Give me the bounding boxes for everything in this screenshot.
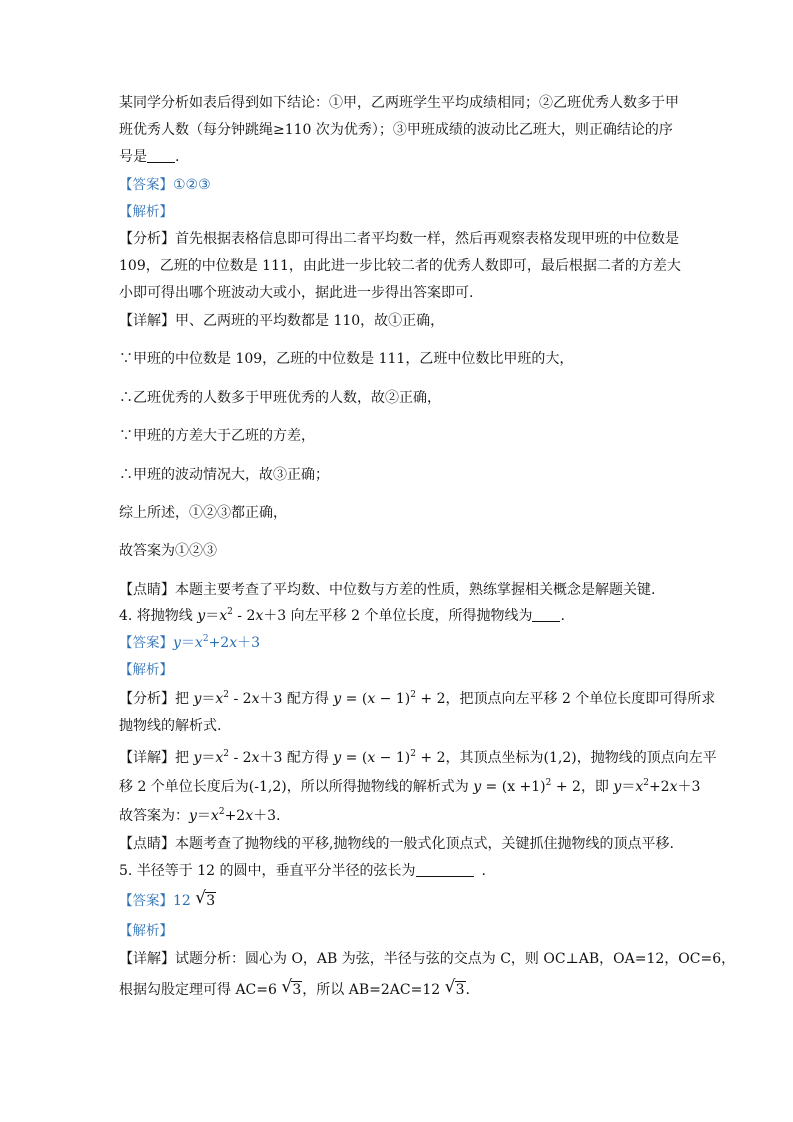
eq: ＝ — [180, 635, 195, 651]
text: 故答案为： — [119, 808, 189, 824]
question-4 — [119, 606, 565, 626]
text-line — [119, 541, 217, 561]
text: 甲、乙两班的平均数都是 110，故①正确， — [175, 313, 445, 329]
text-line — [119, 777, 700, 797]
text: ＋3 — [259, 750, 283, 766]
var-y: y — [189, 808, 197, 824]
var-x: x — [215, 691, 224, 707]
text: 抛物线的解析式. — [119, 718, 222, 734]
exp: 2 — [223, 749, 230, 759]
text: ＋3 — [263, 608, 287, 624]
radical-sign: √ — [444, 977, 456, 997]
answer-line — [119, 888, 216, 911]
text: ∴乙班优秀的人数多于甲班优秀的人数，故②正确， — [119, 390, 441, 406]
text: 号是 — [119, 149, 147, 165]
text: 移 2 个单位长度后为(-1,2)，所以所得抛物线的解析式为 — [119, 779, 474, 795]
exp: 2 — [223, 690, 230, 700]
text: 4. 将抛物线 — [119, 608, 198, 624]
answer-tag: 【答案】 — [119, 893, 173, 909]
text: 109，乙班的中位数是 111，由此进一步比较二者的优秀人数即可，最后根据二者的方差大 — [119, 258, 681, 274]
text: - 2 — [229, 750, 252, 766]
text: ＋3 — [237, 635, 261, 651]
var-x: x — [219, 608, 228, 624]
text: ∵甲班的中位数是 109，乙班的中位数是 111，乙班中位数比甲班的大， — [119, 351, 574, 367]
text: + 2 — [551, 779, 581, 795]
answer-blank — [147, 148, 175, 163]
text: 向左平移 2 个单位长度，所得抛物线为 — [286, 608, 533, 624]
text: 本题考查了抛物线的平移,抛物线的一般式化顶点式，关键抓住抛物线的顶点平移. — [175, 836, 674, 852]
radical-sign: √ — [281, 977, 293, 997]
text: - 2 — [229, 691, 252, 707]
exp: 2 — [643, 778, 649, 788]
eq: ＝ — [621, 779, 636, 795]
text: + 2 — [415, 750, 446, 766]
var-x: x — [669, 779, 678, 795]
answer-value: ①②③ — [173, 177, 211, 193]
radicand: 3 — [292, 982, 302, 998]
eq: ＝ — [201, 691, 216, 707]
text-line — [119, 283, 473, 303]
text: − 1) — [375, 691, 411, 707]
text-line — [119, 806, 280, 826]
exp: 2 — [545, 778, 552, 788]
exp: 2 — [202, 634, 209, 644]
var-y: y — [173, 635, 181, 651]
exp: 2 — [410, 690, 416, 700]
xiangjie-tag: 【详解】 — [119, 313, 175, 329]
dianjing-tag: 【点睛】 — [119, 582, 175, 598]
text: ＋3 — [253, 808, 277, 824]
sqrt-3 — [195, 888, 216, 911]
text: 班优秀人数（每分钟跳绳≥110 次为优秀）；③甲班成绩的波动比乙班大，则正确结论的序 — [119, 122, 673, 138]
text: +2 — [224, 808, 246, 824]
text-line — [119, 120, 673, 140]
text-line — [119, 426, 315, 446]
analysis-line — [119, 202, 173, 222]
xiangjie-tag: 【详解】 — [119, 951, 175, 967]
text-line — [119, 834, 674, 854]
text: ∴甲班的波动情况大，故③正确； — [119, 467, 329, 483]
text: 试题分析：圆心为 O，AB 为弦，半径与弦的交点为 C，则 OC⊥AB，OA=12，OC=6， — [175, 951, 736, 967]
var-x: x — [367, 750, 376, 766]
radical-sign: √ — [195, 888, 207, 908]
analysis-tag: 【解析】 — [119, 204, 173, 220]
text: . — [560, 608, 565, 624]
dianjing-tag: 【点睛】 — [119, 836, 175, 852]
answer-blank — [416, 862, 474, 877]
eq: ＝ — [196, 808, 211, 824]
var-x: x — [251, 691, 260, 707]
var-y: y — [473, 779, 482, 795]
question-5 — [119, 861, 486, 881]
text-line — [119, 256, 681, 276]
exp: 2 — [410, 749, 416, 759]
answer-tag: 【答案】 — [119, 177, 173, 193]
answer-line — [119, 175, 211, 195]
var-x: x — [251, 750, 260, 766]
text: 把 — [175, 750, 194, 766]
var-y: y — [193, 691, 202, 707]
text: = (x +1) — [481, 779, 546, 795]
text-line — [119, 349, 573, 369]
text: 某同学分析如表后得到如下结论：①甲，乙两班学生平均成绩相同；②乙班优秀人数多于甲 — [119, 95, 679, 111]
text: . — [481, 863, 486, 879]
text: +2 — [208, 635, 230, 651]
text: . — [276, 808, 281, 824]
var-x: x — [229, 635, 238, 651]
var-x: x — [255, 608, 264, 624]
var-y: y — [333, 691, 342, 707]
text: ，其顶点坐标为(1,2)，抛物线的顶点向左平 — [445, 750, 717, 766]
var-x: x — [245, 808, 254, 824]
text: ，把顶点向左平移 2 个单位长度即可得所求 — [445, 691, 716, 707]
text: 小即可得出哪个班波动大或小，据此进一步得出答案即可. — [119, 285, 474, 301]
text: 把 — [175, 691, 194, 707]
var-x: x — [194, 635, 203, 651]
text: 本题主要考查了平均数、中位数与方差的性质，熟练掌握相关概念是解题关键. — [175, 582, 656, 598]
text-line — [119, 580, 655, 600]
var-y: y — [333, 750, 342, 766]
analysis-tag: 【解析】 — [119, 923, 173, 939]
var-x: x — [367, 691, 376, 707]
text-line — [119, 311, 444, 331]
answer-value: 12 — [173, 893, 191, 909]
text-line — [119, 977, 470, 1000]
text-line — [119, 689, 715, 709]
text-line — [119, 465, 329, 485]
text: . — [175, 149, 180, 165]
text-line — [119, 229, 679, 249]
analysis-line — [119, 660, 173, 680]
fenxi-tag: 【分析】 — [119, 691, 175, 707]
text: - 2 — [232, 608, 256, 624]
text: ，所以 AB=2AC=12 — [302, 982, 441, 998]
answer-tag: 【答案】 — [119, 635, 173, 651]
text: 综上所述，①②③都正确， — [119, 505, 287, 521]
text: + 2 — [415, 691, 446, 707]
text: ，即 — [580, 779, 614, 795]
text: = ( — [341, 691, 368, 707]
var-x: x — [210, 808, 219, 824]
fenxi-tag: 【分析】 — [119, 231, 175, 247]
text-line — [119, 147, 179, 167]
sqrt-3 — [281, 977, 302, 1000]
var-x: x — [635, 779, 644, 795]
exp: 2 — [218, 807, 225, 817]
text: 5. 半径等于 12 的圆中，垂直平分半径的弦长为 — [119, 863, 416, 879]
analysis-line — [119, 921, 173, 941]
eq: ＝ — [205, 608, 220, 624]
text: 根据勾股定理可得 AC=6 — [119, 982, 277, 998]
text-line — [119, 716, 221, 736]
analysis-tag: 【解析】 — [119, 662, 173, 678]
text-line — [119, 748, 717, 768]
eq: ＝ — [201, 750, 216, 766]
text-line — [119, 949, 735, 969]
text-line — [119, 93, 679, 113]
answer-blank — [532, 607, 560, 622]
sqrt-3 — [444, 977, 466, 1000]
exp: 2 — [227, 607, 233, 617]
var-y: y — [613, 779, 622, 795]
text: − 1) — [375, 750, 411, 766]
text-line — [119, 503, 287, 523]
radicand: 3 — [206, 893, 216, 909]
text: = ( — [341, 750, 368, 766]
text: ∵甲班的方差大于乙班的方差， — [119, 428, 315, 444]
var-x: x — [215, 750, 224, 766]
text: ＋3 — [677, 779, 701, 795]
text: +2 — [648, 779, 670, 795]
text-line — [119, 388, 441, 408]
text: 故答案为①②③ — [119, 543, 217, 559]
text: . — [465, 982, 470, 998]
text: ＋3 — [259, 691, 283, 707]
text: 配方得 — [282, 750, 334, 766]
text: 配方得 — [282, 691, 334, 707]
text: 首先根据表格信息即可得出二者平均数一样，然后再观察表格发现甲班的中位数是 — [175, 231, 679, 247]
answer-line — [119, 633, 260, 653]
var-y: y — [197, 608, 206, 624]
radicand: 3 — [455, 982, 465, 998]
var-y: y — [193, 750, 202, 766]
xiangjie-tag: 【详解】 — [119, 750, 175, 766]
